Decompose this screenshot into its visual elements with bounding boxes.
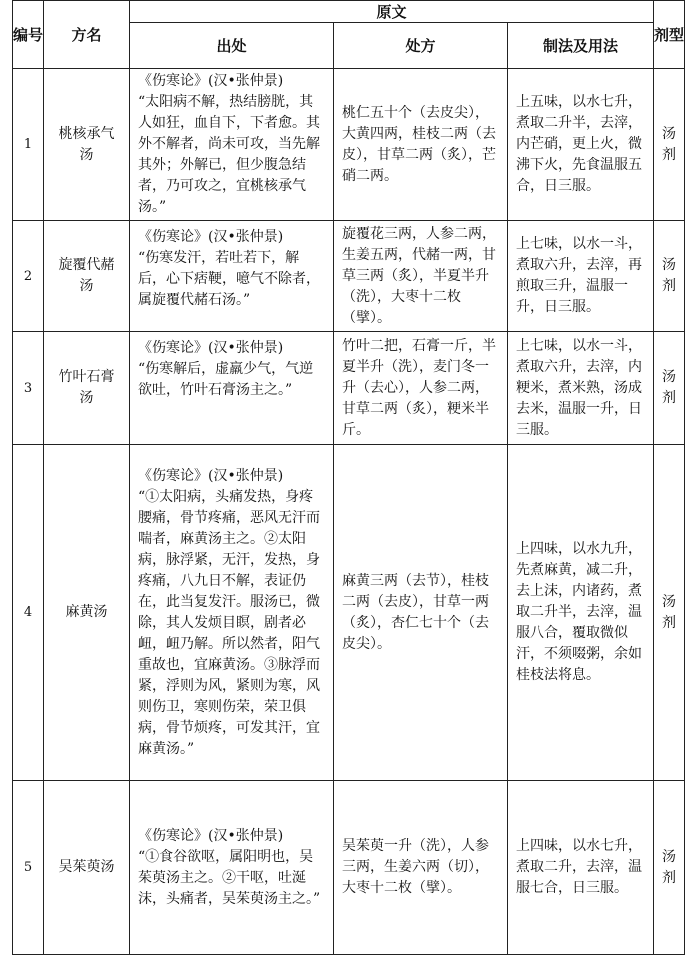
source-text: 《伤寒论》(汉•张仲景) “伤寒解后，虚羸少气，气逆欲吐，竹叶石膏汤主之。”	[130, 332, 334, 445]
formula-name: 竹叶石膏 汤	[44, 332, 130, 445]
prescription-table	[12, 0, 685, 955]
row-number: 3	[13, 332, 44, 445]
method-text: 上七味，以水一斗，煮取六升，去滓，再煎取三升，温服一升，日三服。	[508, 221, 654, 332]
formula-name: 吴茱萸汤	[44, 781, 130, 955]
header-dosage-form: 剂型	[654, 1, 685, 69]
method-text: 上五味，以水七升，煮取二升半，去滓，内芒硝，更上火，微沸下火，先食温服五合，日三服。	[508, 69, 654, 221]
row-number: 2	[13, 221, 44, 332]
table-row	[13, 221, 685, 332]
header-name: 方名	[44, 1, 130, 69]
row-number: 1	[13, 69, 44, 221]
table-row	[13, 332, 685, 445]
dosage-form: 汤 剂	[654, 445, 685, 781]
header-prescription: 处方	[334, 23, 508, 69]
header-method: 制法及用法	[508, 23, 654, 69]
source-text: 《伤寒论》(汉•张仲景) “①太阳病，头痛发热，身疼腰痛，骨节疼痛，恶风无汗而喘者，麻黄汤主之。②太阳病，脉浮紧，无汗，发热，身疼痛，八九日不解，表证仍在，此当复发汗。服汤已，微除，其人发烦目瞑，剧者必衄，衄乃解。所以然者，阳气重故也，宜麻黄汤。③脉浮而紧，浮则为风，紧则为寒，风则伤卫，寒则伤荣，荣卫俱病，骨节烦疼，可发其汗，宜麻黄汤。”	[130, 445, 334, 781]
method-text: 上四味，以水九升，先煮麻黄，减二升，去上沫，内诸药，煮取二升半，去滓，温服八合，覆取微似汗，不须啜粥，余如桂枝法将息。	[508, 445, 654, 781]
formula-name: 桃核承气 汤	[44, 69, 130, 221]
formula-name: 旋覆代赭 汤	[44, 221, 130, 332]
header-original-text: 原文	[130, 1, 654, 23]
prescription-table-container	[12, 0, 684, 955]
source-text: 《伤寒论》(汉•张仲景) “①食谷欲呕，属阳明也，吴茱萸汤主之。②干呕，吐涎沫，头痛者，吴茱萸汤主之。”	[130, 781, 334, 955]
dosage-form: 汤 剂	[654, 332, 685, 445]
prescription-text: 麻黄三两（去节），桂枝二两（去皮），甘草一两（炙），杏仁七十个（去皮尖）。	[334, 445, 508, 781]
table-row	[13, 445, 685, 781]
source-text: 《伤寒论》(汉•张仲景) “太阳病不解，热结膀胱，其人如狂，血自下，下者愈。其外不解者，尚未可攻，当先解其外；外解已，但少腹急结者，乃可攻之，宜桃核承气汤。”	[130, 69, 334, 221]
dosage-form: 汤 剂	[654, 781, 685, 955]
dosage-form: 汤 剂	[654, 69, 685, 221]
table-row	[13, 69, 685, 221]
prescription-text: 吴茱萸一升（洗），人参三两，生姜六两（切），大枣十二枚（擘）。	[334, 781, 508, 955]
source-text: 《伤寒论》(汉•张仲景) “伤寒发汗，若吐若下，解后，心下痞鞕，噫气不除者，属旋覆代赭石汤。”	[130, 221, 334, 332]
row-number: 5	[13, 781, 44, 955]
header-source: 出处	[130, 23, 334, 69]
method-text: 上四味，以水七升，煮取二升，去滓，温服七合，日三服。	[508, 781, 654, 955]
row-number: 4	[13, 445, 44, 781]
table-row	[13, 781, 685, 955]
dosage-form: 汤 剂	[654, 221, 685, 332]
method-text: 上七味，以水一斗，煮取六升，去滓，内粳米，煮米熟，汤成去米，温服一升，日三服。	[508, 332, 654, 445]
formula-name: 麻黄汤	[44, 445, 130, 781]
prescription-text: 桃仁五十个（去皮尖），大黄四两，桂枝二两（去皮），甘草二两（炙），芒硝二两。	[334, 69, 508, 221]
header-number: 编号	[13, 1, 44, 69]
prescription-text: 旋覆花三两，人参二两，生姜五两，代赭一两，甘草三两（炙），半夏半升（洗），大枣十二枚（擘）。	[334, 221, 508, 332]
prescription-text: 竹叶二把，石膏一斤，半夏半升（洗），麦门冬一升（去心），人参二两，甘草二两（炙），粳米半斤。	[334, 332, 508, 445]
